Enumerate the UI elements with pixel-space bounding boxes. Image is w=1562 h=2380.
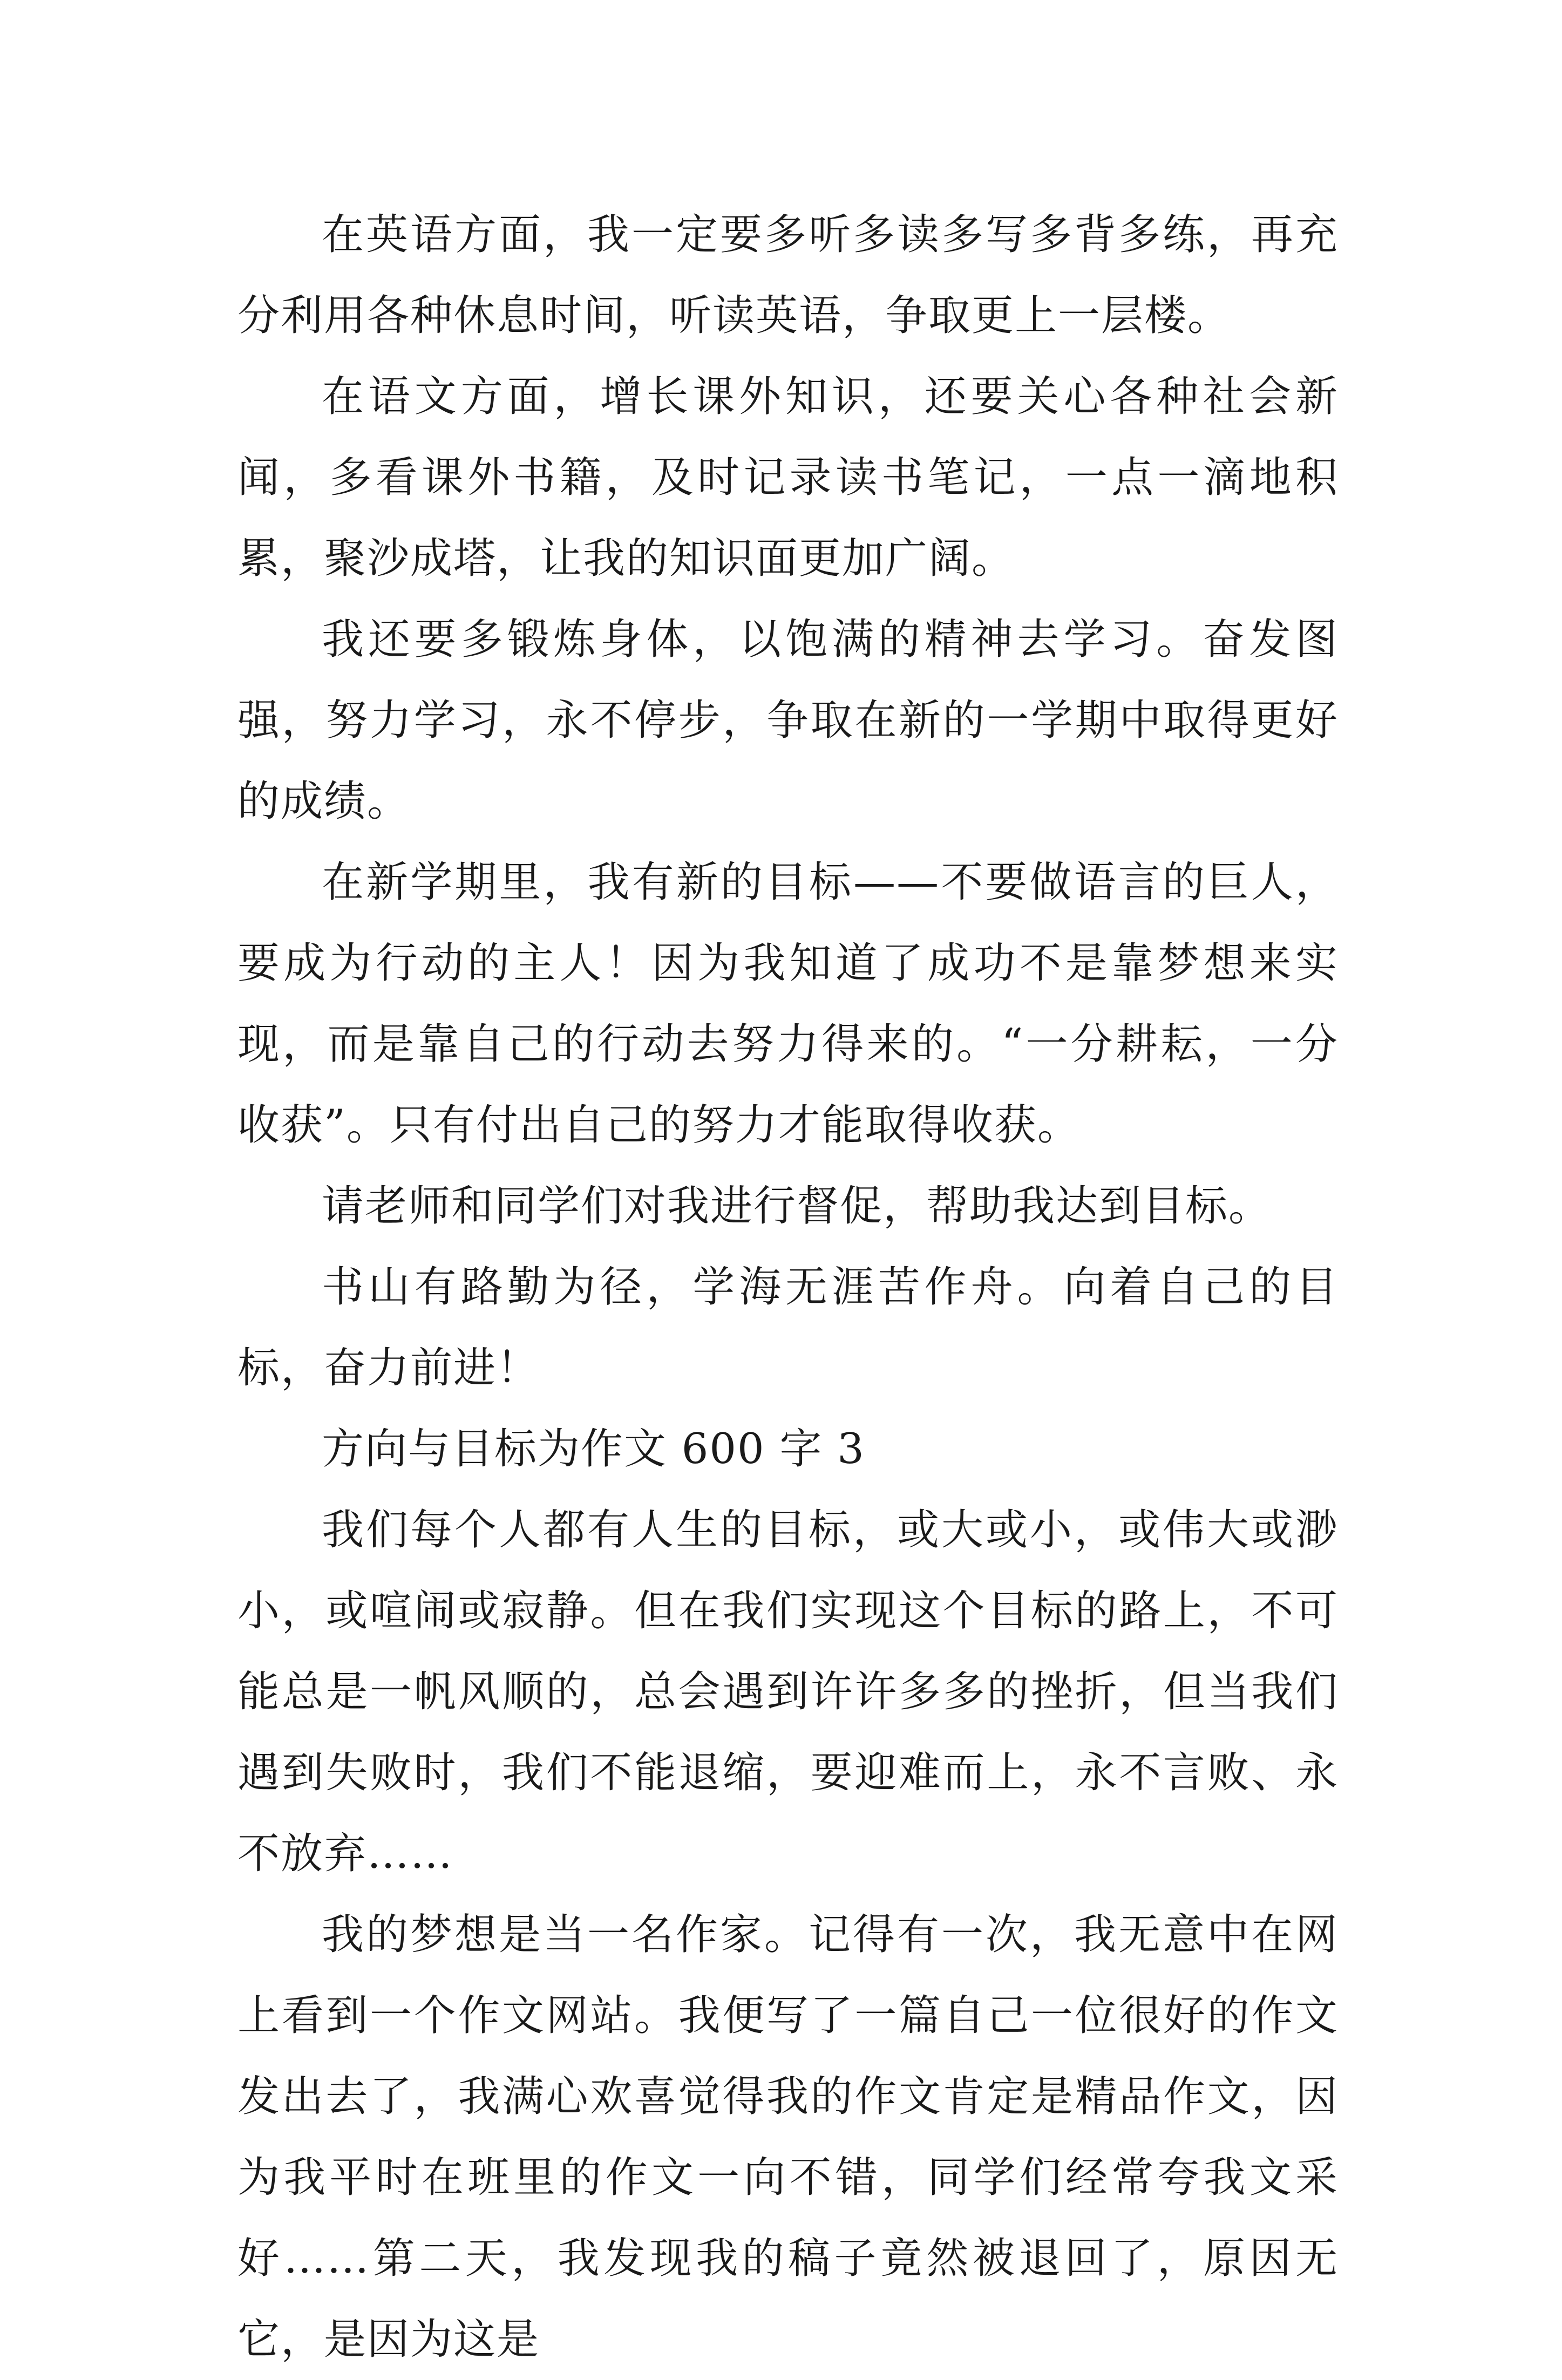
paragraph-life-goal: 我们每个人都有人生的目标，或大或小，或伟大或渺小，或喧闹或寂静。但在我们实现这个目标的路上，不可能总是一帆风顺的，总会遇到许许多多的挫折，但当我们遇到失败时，我们不能退缩，要迎难而上，永不言败、永不放弃……: [237, 1506, 1339, 1878]
section-title: 方向与目标为作文 600 字 3: [322, 1425, 865, 1473]
paragraph-chinese: 在语文方面，增长课外知识，还要关心各种社会新闻，多看课外书籍，及时记录读书笔记，一点一滴地积累，聚沙成塔，让我的知识面更加广阔。: [237, 372, 1339, 583]
paragraph-english: 在英语方面，我一定要多听多读多写多背多练，再充分利用各种休息时间，听读英语，争取更上一层楼。: [237, 210, 1339, 340]
paragraph-writer-dream: 我的梦想是当一名作家。记得有一次，我无意中在网上看到一个作文网站。我便写了一篇自己一位很好的作文发出去了，我满心欢喜觉得我的作文肯定是精品作文，因为我平时在班里的作文一向不错，同学们经常夸我文采好……第二天，我发现我的稿子竟然被退回了，原因无它，是因为这是: [237, 1910, 1339, 2364]
paragraph-motto: 书山有路勤为径，学海无涯苦作舟。向着自己的目标，奋力前进！: [237, 1263, 1339, 1392]
paragraph-new-goal: 在新学期里，我有新的目标——不要做语言的巨人，要成为行动的主人！因为我知道了成功不是靠梦想来实现，而是靠自己的行动去努力得来的。“一分耕耘，一分收获”。只有付出自己的努力才能取得收获。: [237, 858, 1339, 1150]
paragraph-request: 请老师和同学们对我进行督促，帮助我达到目标。: [322, 1182, 1272, 1230]
paragraph-exercise: 我还要多锻炼身体，以饱满的精神去学习。奋发图强，努力学习，永不停步，争取在新的一学期中取得更好的成绩。: [237, 615, 1339, 826]
document-body: [237, 194, 1339, 2380]
